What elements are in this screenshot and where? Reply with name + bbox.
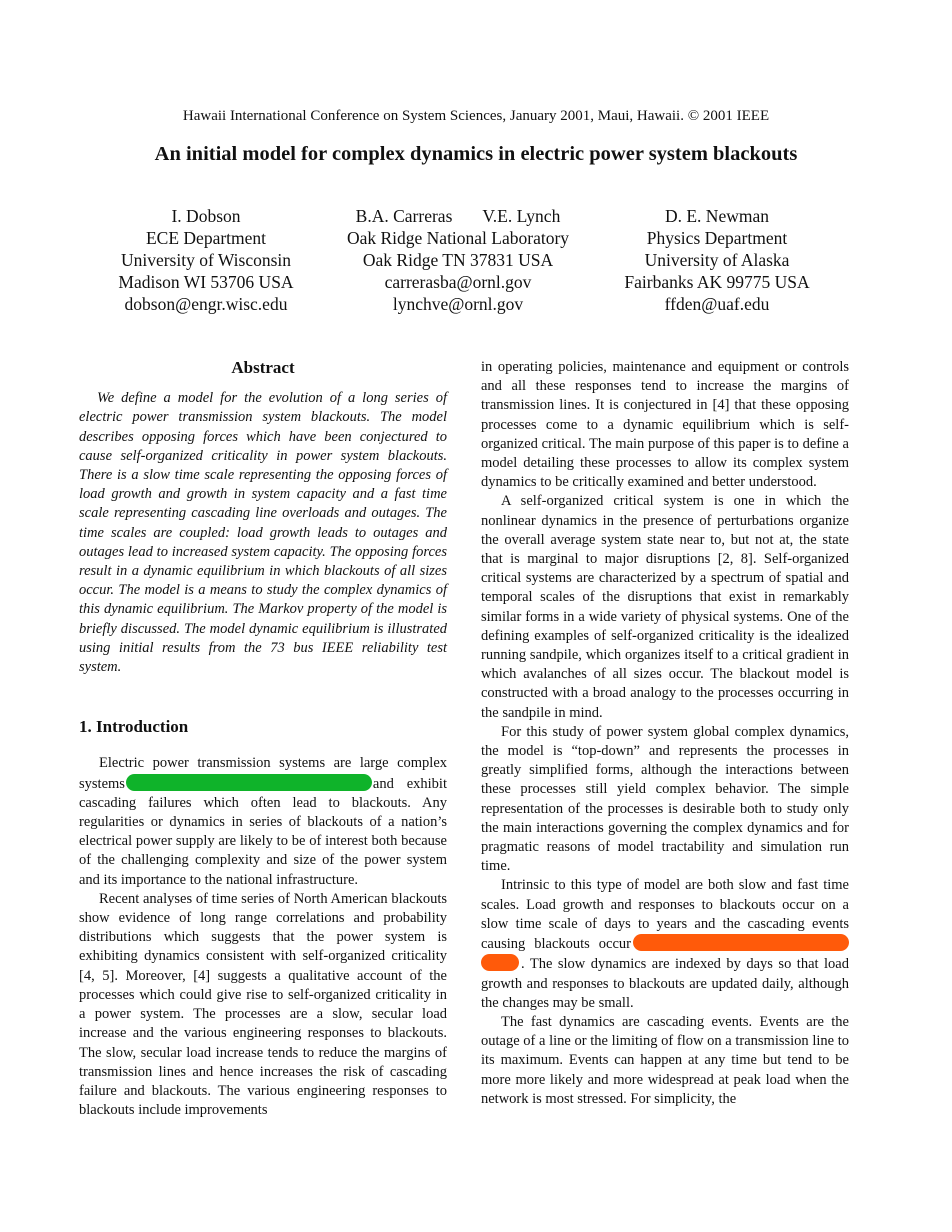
- left-column: [79, 358, 447, 1120]
- intro-p1-end: and exhibit cascading failures which often lead to blackouts. Any regularities or dynamics in series of blackouts of a nation’s electrical power supply are likely to be of interest both because of the challenging complexity and size of the power system and its importance to the national infrastructure.: [79, 775, 447, 888]
- author-name: V.E. Lynch: [482, 206, 561, 226]
- intro-paragraph-2: Recent analyses of time series of North American blackouts show evidence of long range correlations and probability distributions which suggests that the power system is exhibiting dynamics consistent with self-organized criticality [4, 5]. Moreover, [4] suggests a qualitative account of the processes which could give rise to self-organized criticality in a power system. The processes are a slow, secular load increase and the various engineering responses to blackouts. The slow, secular load increase tends to reduce the margins of transmission lines and hence increases the risk of cascading failure and blackouts. The various engineering responses to blackouts include improvements: [79, 890, 447, 1119]
- redaction-mark-green: [126, 774, 372, 791]
- author-email: carrerasba@ornl.gov: [384, 272, 532, 292]
- author-email: lynchve@ornl.gov: [392, 294, 524, 314]
- body-paragraph-topdown: For this study of power system global complex dynamics, the model is “top-down” and represents the processes in greatly simplified forms, although the interactions between these processes still yield complex behavior. The simple representation of the processes is desirable both to study only the main interactions governing the complex dynamics and for pragmatic reasons of model tractability and simulation run time.: [481, 723, 849, 875]
- author-email: dobson@engr.wisc.edu: [124, 294, 288, 314]
- timescales-end: . The slow dynamics are indexed by days so that load growth and responses to blackouts are updated daily, although the changes may be small.: [481, 956, 849, 1011]
- author-carreras-lynch: [327, 205, 589, 315]
- body-paragraph-timescales: [481, 876, 849, 1012]
- abstract-heading: Abstract: [231, 358, 295, 377]
- author-dept: ECE Department: [145, 228, 267, 248]
- author-name: D. E. Newman: [664, 206, 769, 226]
- author-institution: University of Alaska: [644, 250, 790, 270]
- author-dobson: [96, 205, 316, 315]
- intro-p1-start: Electric power transmission systems are large complex systems: [79, 755, 447, 792]
- intro-paragraph-1: [79, 754, 447, 889]
- author-name: B.A. Carreras: [355, 206, 453, 226]
- author-newman: [606, 205, 828, 315]
- author-institution: University of Wisconsin: [120, 250, 292, 270]
- author-address: Fairbanks AK 99775 USA: [624, 272, 810, 292]
- author-email: ffden@uaf.edu: [664, 294, 770, 314]
- right-column: [481, 358, 849, 1109]
- author-address: Oak Ridge TN 37831 USA: [362, 250, 554, 270]
- author-address: Madison WI 53706 USA: [118, 272, 294, 292]
- author-names: [327, 205, 589, 227]
- body-paragraph-fast-dynamics: The fast dynamics are cascading events. Events are the outage of a line or the limiting of flow on a transmission line to its maximum. Events can happen at any time but tend to be more more likely and more widespread at peak load when the network is most stressed. For simplicity, the: [481, 1013, 849, 1107]
- body-paragraph-soc: A self-organized critical system is one in which the nonlinear dynamics in the presence of perturbations organize the overall average system state near to, but not at, the state that is marginal to major disruptions [2, 8]. Self-organized critical systems are characterized by a spectrum of spatial and temporal scales of the disruptions that exist in remarkably similar forms in a wide variety of physical systems. One of the defining examples of self-organized criticality is the idealized running sandpile, which organizes itself to a critical gradient in which avalanches of all sizes occur. The blackout model is constructed with a broad analogy to the processes occurring in the sandpile in mind.: [481, 493, 849, 721]
- redaction-mark-orange: [633, 934, 849, 951]
- author-name: I. Dobson: [171, 206, 241, 226]
- section-heading-introduction: 1. Introduction: [79, 717, 189, 737]
- conference-header: Hawaii International Conference on System Sciences, January 2001, Maui, Hawaii. © 2001 IEEE: [182, 108, 770, 124]
- author-dept: Physics Department: [646, 228, 788, 248]
- timescales-start: Intrinsic to this type of model are both slow and fast time scales. Load growth and responses to blackouts occur on a slow time scale of days to years and the cascading events causing blackouts occur: [481, 877, 849, 953]
- paper-title: An initial model for complex dynamics in electric power system blackouts: [154, 143, 798, 165]
- author-institution: Oak Ridge National Laboratory: [346, 228, 570, 248]
- author-block: [0, 205, 952, 325]
- body-paragraph-continued: in operating policies, maintenance and equipment or controls and all these responses tend to increase the margins of transmission lines. It is conjectured in [4] that these opposing processes come to a dynamic equilibrium which is self-organized critical. The main purpose of this paper is to define a model detailing these processes to allow its complex system dynamics to be critically examined and better understood.: [481, 359, 849, 491]
- abstract-text: We define a model for the evolution of a long series of electric power transmission system blackouts. The model describes opposing forces which have been conjectured to cause self-organized criticality in power system blackouts. There is a slow time scale representing the opposing forces of load growth and growth in system capacity and a fast time scale representing cascading line overloads and outages. The time scales are coupled: load growth leads to outages and outages lead to increased system capacity. The opposing forces result in a dynamic equilibrium in which blackouts of all sizes occur. The model is a means to study the complex dynamics of this dynamic equilibrium. The Markov property of the model is briefly discussed. The model dynamic equilibrium is illustrated using initial results from the 73 bus IEEE reliability test system.: [79, 390, 447, 676]
- redaction-mark-orange-continued: [481, 954, 519, 971]
